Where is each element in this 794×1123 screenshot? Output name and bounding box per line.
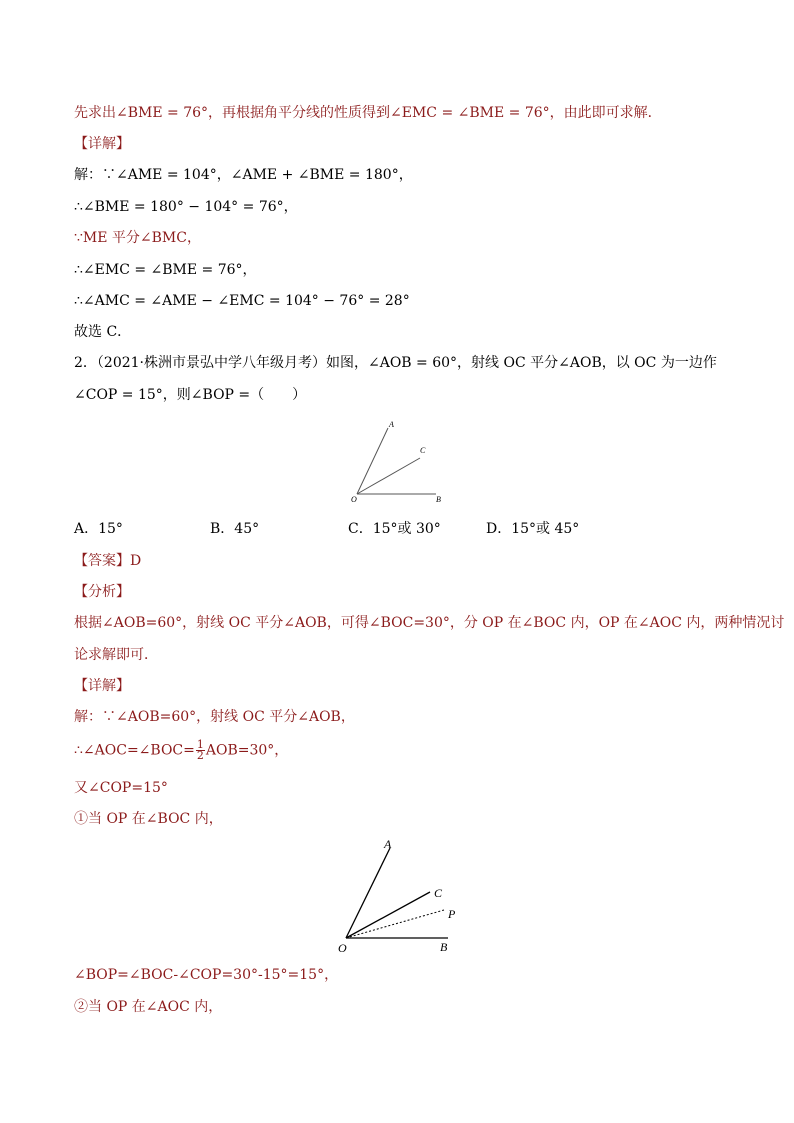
option-b: B．45° xyxy=(210,521,260,537)
option-c: C．15°或 30° xyxy=(348,521,441,537)
option-d: D．15°或 45° xyxy=(486,521,580,537)
analysis-line-2: 论求解即可． xyxy=(74,647,158,663)
solution-line-1: 解：∵∠AOB=60°，射线 OC 平分∠AOB， xyxy=(74,709,355,725)
case-1-line: ①当 OP 在∠BOC 内， xyxy=(74,811,223,827)
text-line-7: ∴∠AMC = ∠AME − ∠EMC = 104° − 76° = 28° xyxy=(74,293,410,309)
option-a: A．15° xyxy=(74,521,123,537)
label-O2: O xyxy=(338,941,347,955)
answer-line: 【答案】D xyxy=(74,553,142,569)
case-1-result: ∠BOP=∠BOC-∠COP=30°-15°=15°， xyxy=(74,967,339,983)
solution-line-2-a: ∴∠AOC=∠BOC= xyxy=(74,742,195,759)
label-C: C xyxy=(420,446,426,455)
case-2-line: ②当 OP 在∠AOC 内， xyxy=(74,999,223,1015)
label-B2: B xyxy=(440,940,448,954)
text-line-4: ∴∠BME = 180° − 104° = 76°， xyxy=(74,199,298,215)
solution-line-2 xyxy=(74,740,288,761)
fraction-half: $\frac{1}{2}$ xyxy=(196,738,204,762)
solution-line-2-b: AOB=30°， xyxy=(205,742,289,759)
text-line-3: 解：∵∠AME = 104°，∠AME + ∠BME = 180°， xyxy=(74,167,413,183)
label-O: O xyxy=(351,495,357,504)
solution-line-3: 又∠COP=15° xyxy=(74,780,168,796)
section-header-detail: 【详解】 xyxy=(74,136,130,152)
text-line-8: 故选 C． xyxy=(74,324,132,340)
label-A: A xyxy=(389,420,394,429)
label-P2: P xyxy=(448,907,456,921)
label-A2: A xyxy=(384,837,392,851)
label-B: B xyxy=(436,495,441,504)
section-header-analysis: 【分析】 xyxy=(74,584,130,600)
text-line-1: 先求出∠BME = 76°，再根据角平分线的性质得到∠EMC = ∠BME = 76°，由此即可求解． xyxy=(74,105,662,121)
question-2-stem: 2．（2021·株洲市景弘中学八年级月考）如图，∠AOB = 60°，射线 OC 平分∠AOB，以 OC 为一边作 xyxy=(74,355,717,371)
label-C2: C xyxy=(434,886,443,900)
text-line-6: ∴∠EMC = ∠BME = 76°， xyxy=(74,262,257,278)
analysis-line-1: 根据∠AOB=60°，射线 OC 平分∠AOB，可得∠BOC=30°，分 OP 在∠BOC 内，OP 在∠AOC 内，两种情况讨 xyxy=(74,615,785,631)
text-line-5: ∵ME 平分∠BMC， xyxy=(74,230,201,246)
section-header-detail-2: 【详解】 xyxy=(74,678,130,694)
angle-figure-2 xyxy=(330,834,470,958)
question-2-stem-cont: ∠COP = 15°，则∠BOP =（ ） xyxy=(74,387,307,403)
angle-figure-1 xyxy=(340,418,460,508)
